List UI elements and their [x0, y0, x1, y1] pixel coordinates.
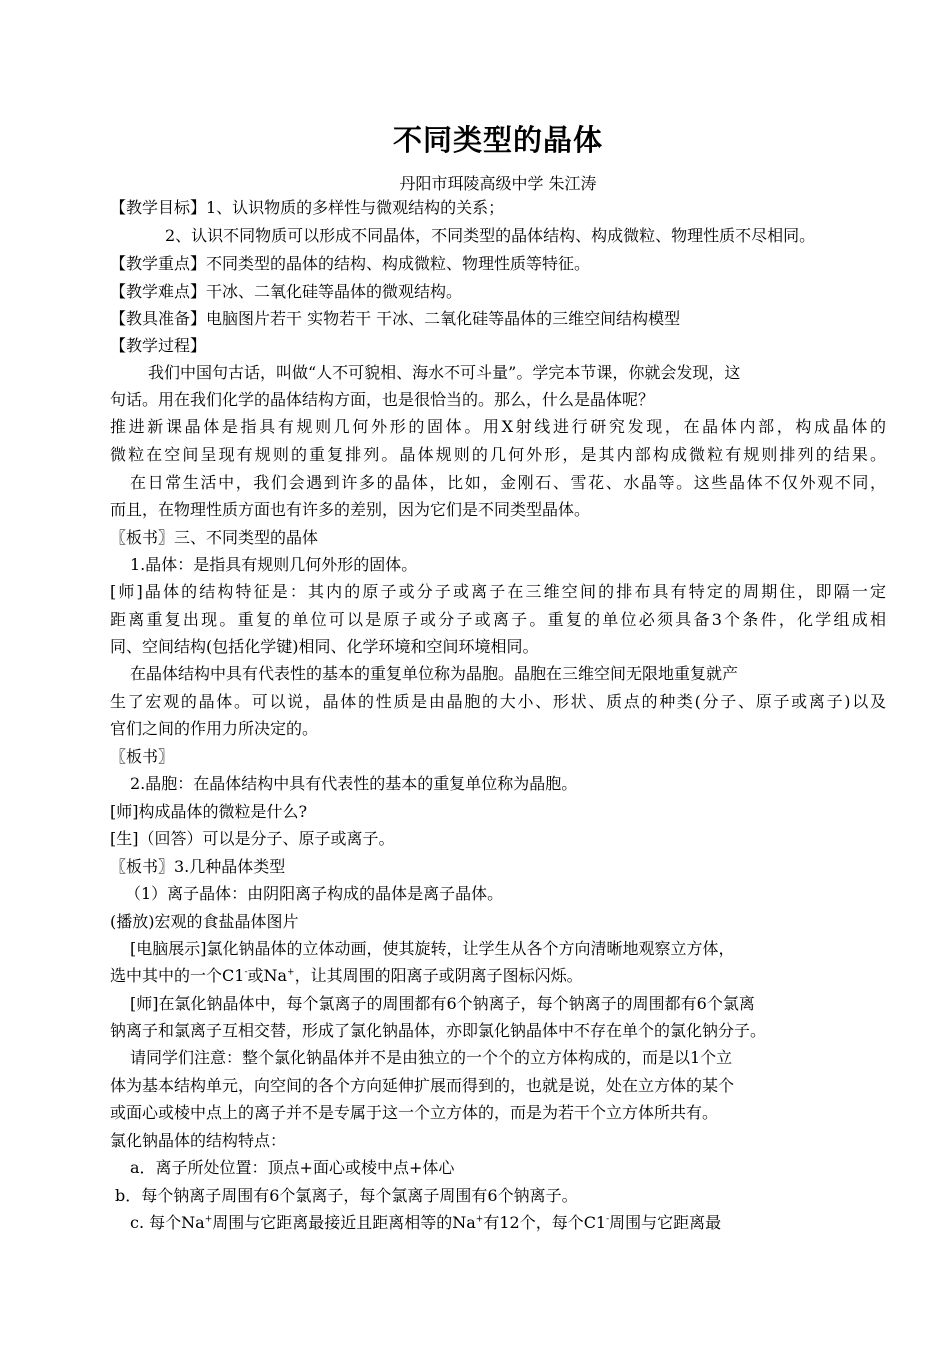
paragraph-line: 距离重复出现。重复的单位可以是原子或分子或离子。重复的单位必须具备3个条件，化学组成相 [110, 610, 886, 629]
paragraph-line: 微粒在空间呈现有规则的重复排列。晶体规则的几何外形，是其内部构成微粒有规则排列的结果。 [110, 445, 886, 464]
paragraph-line: （1）离子晶体：由阴阳离子构成的晶体是离子晶体。 [125, 884, 504, 903]
paragraph-line: 【教学难点】干冰、二氧化硅等晶体的微观结构。 [110, 282, 463, 301]
paragraph-line: 【教学重点】不同类型的晶体的结构、构成微粒、物理性质等特征。 [110, 254, 591, 273]
paragraph-line: 〖板书〗三、不同类型的晶体 [110, 528, 319, 547]
paragraph-line: [师]晶体的结构特征是：其内的原子或分子或离子在三维空间的排布具有特定的周期住，即隔一定 [110, 582, 886, 601]
paragraph-line: 1.晶体：是指具有规则几何外形的固体。 [130, 555, 418, 574]
paragraph-line: (播放)宏观的食盐晶体图片 [110, 912, 299, 931]
paragraph-line: [师]在氯化钠晶体中，每个氯离子的周围都有6个钠离子，每个钠离子的周围都有6个氯离 [130, 994, 755, 1013]
paragraph-line: 而且，在物理性质方面也有许多的差别，因为它们是不同类型晶体。 [110, 500, 591, 519]
paragraph-line: 2、认识不同物质可以形成不同晶体，不同类型的晶体结构、构成微粒、物理性质不尽相同。 [165, 226, 816, 245]
paragraph-line: 钠离子和氯离子互相交替，形成了氯化钠晶体，亦即氯化钠晶体中不存在单个的氯化钠分子。 [110, 1021, 767, 1040]
paragraph-line: [电脑展示]氯化钠晶体的立体动画，使其旋转，让学生从各个方向清晰地观察立方体， [130, 939, 735, 958]
paragraph-line: 推进新课晶体是指具有规则几何外形的固体。用X射线进行研究发现，在晶体内部，构成晶体的 [110, 417, 886, 436]
paragraph-line: 〖板书〗 [110, 747, 175, 766]
paragraph-line: 生了宏观的晶体。可以说，晶体的性质是由晶胞的大小、形状、质点的种类(分子、原子或离子)以及 [110, 692, 886, 711]
author-line: 丹阳市珥陵高级中学 朱江涛 [399, 174, 597, 193]
paragraph-line: 句话。用在我们化学的晶体结构方面，也是很恰当的。那么，什么是晶体呢？ [110, 390, 655, 409]
paragraph-line: 【教学过程】 [110, 336, 207, 355]
paragraph-line: 选中其中的一个C1-或Na+，让其周围的阳离子或阴离子图标闪烁。 [110, 966, 583, 985]
paragraph-line: 2.晶胞：在晶体结构中具有代表性的基本的重复单位称为晶胞。 [130, 774, 578, 793]
paragraph-line: 同、空间结构(包括化学键)相同、化学环境和空间环境相同。 [110, 637, 539, 656]
paragraph-line: b．每个钠离子周围有6个氯离子，每个氯离子周围有6个钠离子。 [115, 1186, 578, 1205]
paragraph-line: c. 每个Na+周围与它距离最接近且距离相等的Na+有12个，每个C1-周围与它距离最 [130, 1213, 722, 1232]
paragraph-line: 氯化钠晶体的结构特点： [110, 1131, 287, 1150]
paragraph-line: 【教学目标】1、认识物质的多样性与微观结构的关系； [110, 198, 505, 217]
paragraph-line: 〖板书〗3.几种晶体类型 [110, 857, 286, 876]
paragraph-line: 或面心或棱中点上的离子并不是专属于这一个立方体的，而是为若干个立方体所共有。 [110, 1103, 719, 1122]
page-title: 不同类型的晶体 [392, 123, 603, 157]
paragraph-line: 请同学们注意：整个氯化钠晶体并不是由独立的一个个的立方体构成的，而是以1个立 [130, 1048, 733, 1067]
paragraph-line: 体为基本结构单元，向空间的各个方向延伸扩展而得到的，也就是说，处在立方体的某个 [110, 1076, 735, 1095]
paragraph-line: 官们之间的作用力所决定的。 [110, 719, 319, 738]
paragraph-line: 我们中国句古话，叫做“人不可貌相、海水不可斗量”。学完本节课，你就会发现，这 [148, 363, 741, 382]
paragraph-line: a．离子所处位置：顶点+面心或棱中点+体心 [130, 1158, 455, 1177]
paragraph-line: [生]（回答）可以是分子、原子或离子。 [110, 829, 395, 848]
paragraph-line: 在晶体结构中具有代表性的基本的重复单位称为晶胞。晶胞在三维空间无限地重复就产 [130, 664, 739, 683]
paragraph-line: 在日常生活中，我们会遇到许多的晶体，比如，金刚石、雪花、水晶等。这些晶体不仅外观不同， [130, 473, 886, 492]
paragraph-line: [师]构成晶体的微粒是什么? [110, 802, 308, 821]
paragraph-line: 【教具准备】电脑图片若干 实物若干 干冰、二氧化硅等晶体的三维空间结构模型 [110, 309, 681, 328]
